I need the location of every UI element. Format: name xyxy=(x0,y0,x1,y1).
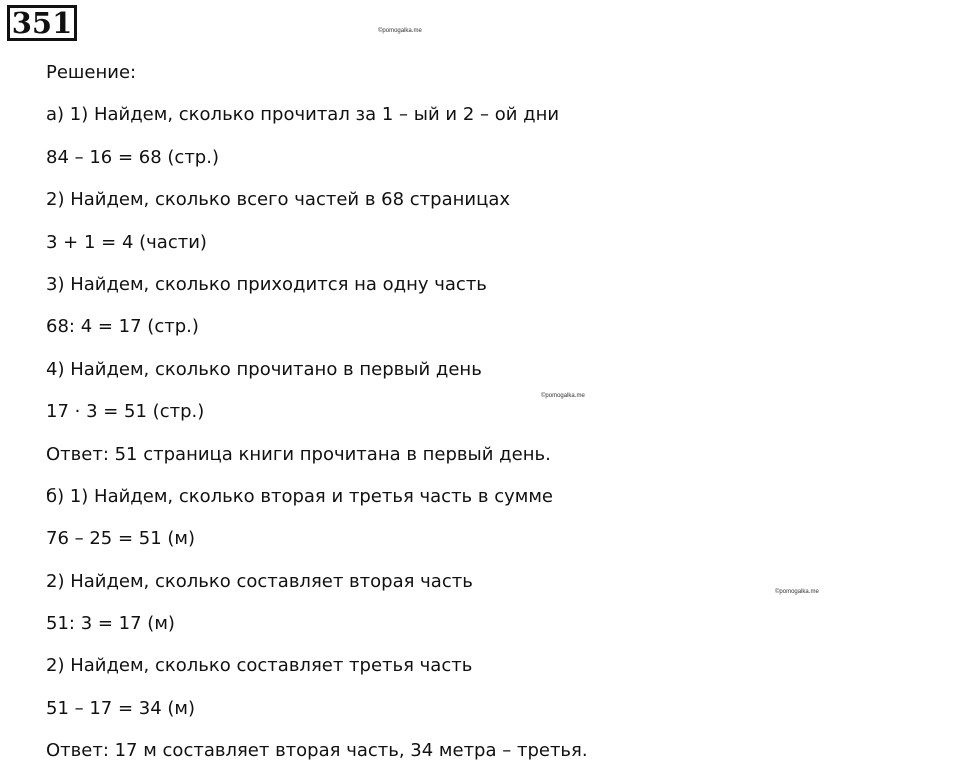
solution-line: 4) Найдем, сколько прочитано в первый день xyxy=(46,358,482,380)
solution-line: 17 · 3 = 51 (стр.) xyxy=(46,401,205,423)
solution-line: 51: 3 = 17 (м) xyxy=(46,613,175,635)
solution-line: 84 – 16 = 68 (стр.) xyxy=(46,146,219,168)
watermark: ©pomogalka.me xyxy=(775,589,819,595)
solution-line: а) 1) Найдем, сколько прочитал за 1 – ый и 2 – ой дни xyxy=(46,104,560,126)
watermark: ©pomogalka.me xyxy=(378,28,422,34)
solution-line: 68: 4 = 17 (стр.) xyxy=(46,316,199,338)
watermark: ©pomogalka.me xyxy=(541,393,585,399)
problem-number: 351 xyxy=(7,5,77,41)
solution-line: 2) Найдем, сколько составляет вторая часть xyxy=(46,570,473,592)
solution-text xyxy=(46,52,958,773)
solution-heading: Решение: xyxy=(46,62,137,83)
solution-line: 51 – 17 = 34 (м) xyxy=(46,697,196,719)
answer-line: Ответ: 51 страница книги прочитана в первый день. xyxy=(46,443,551,465)
solution-line: 2) Найдем, сколько всего частей в 68 страницах xyxy=(46,189,511,211)
answer-line: Ответ: 17 м составляет вторая часть, 34 метра – третья. xyxy=(46,740,588,762)
solution-line: 3 + 1 = 4 (части) xyxy=(46,231,207,253)
solution-line: 76 – 25 = 51 (м) xyxy=(46,528,196,550)
solution-line: 2) Найдем, сколько составляет третья часть xyxy=(46,655,473,677)
solution-line: 3) Найдем, сколько приходится на одну часть xyxy=(46,273,487,295)
solution-line: б) 1) Найдем, сколько вторая и третья часть в сумме xyxy=(46,485,553,507)
